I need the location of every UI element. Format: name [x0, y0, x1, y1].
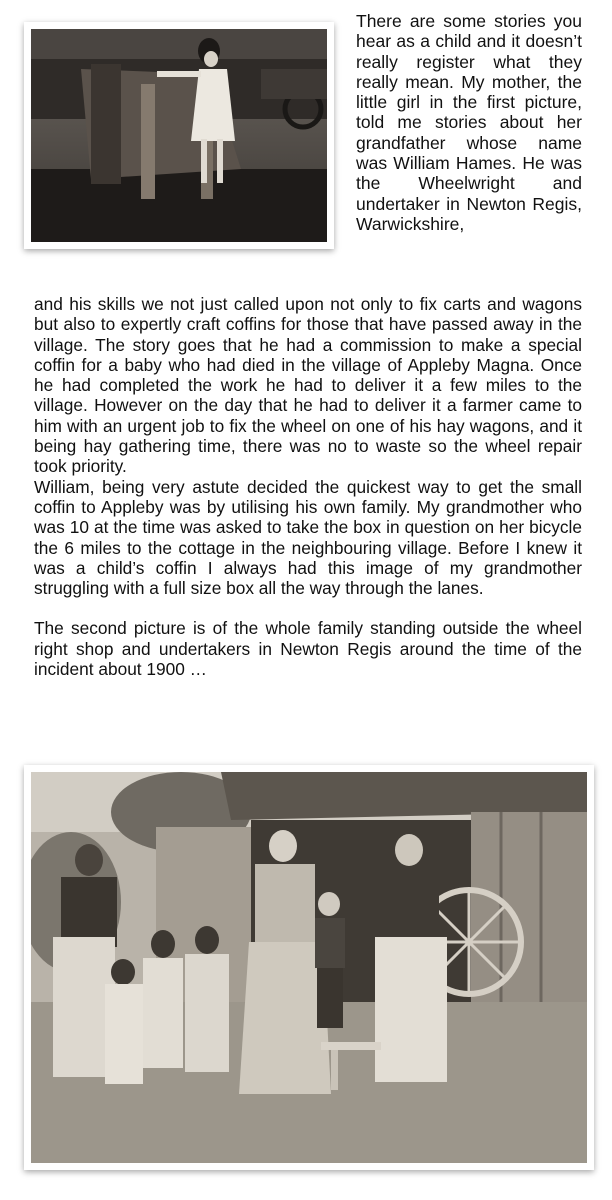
story-body: [34, 294, 582, 679]
story-paragraph-1: and his skills we not just called upon not only to fix carts and wagons but also to expertly craft coffins for those that have passed away in the village. The story goes that he had a commission to make a special coffin for a baby who had died in the village of Appleby Magna. Once he had completed the work he had to deliver it a few miles to the village. However on the day that he had to deliver it a farmer came to him with an urgent job to fix the wheel on one of his hay wagons, and it being hay gathering time, there was no to waste so the wheel repair took priority.: [34, 294, 582, 477]
paragraph-gap: [34, 598, 582, 618]
photo-family-image: [31, 772, 587, 1163]
photo-girl-with-cart-image: [31, 29, 327, 242]
story-paragraph-2: William, being very astute decided the quickest way to get the small coffin to Appleby was by utilising his own family. My grandmother who was 10 at the time was asked to take the box in question on her bicycle the 6 miles to the cottage in the neighbouring village. Before I knew it was a child’s coffin I always had this image of my grandmother struggling with a full size box all the way through the lanes.: [34, 476, 582, 599]
intro-text: There are some stories you hear as a child and it doesn’t really register what they really mean. My mother, the little girl in the first picture, told me stories about her grandfather whose name was William Hames. He was the Wheelwright and undertaker in Newton Regis, Warwickshire,: [356, 11, 582, 234]
photo-girl-with-cart: [24, 22, 334, 249]
story-paragraph-3: The second picture is of the whole family standing outside the wheel right shop and undertakers in Newton Regis around the time of the incident about 1900 …: [34, 618, 582, 680]
photo-family-wheelwright-shop: [24, 765, 594, 1170]
